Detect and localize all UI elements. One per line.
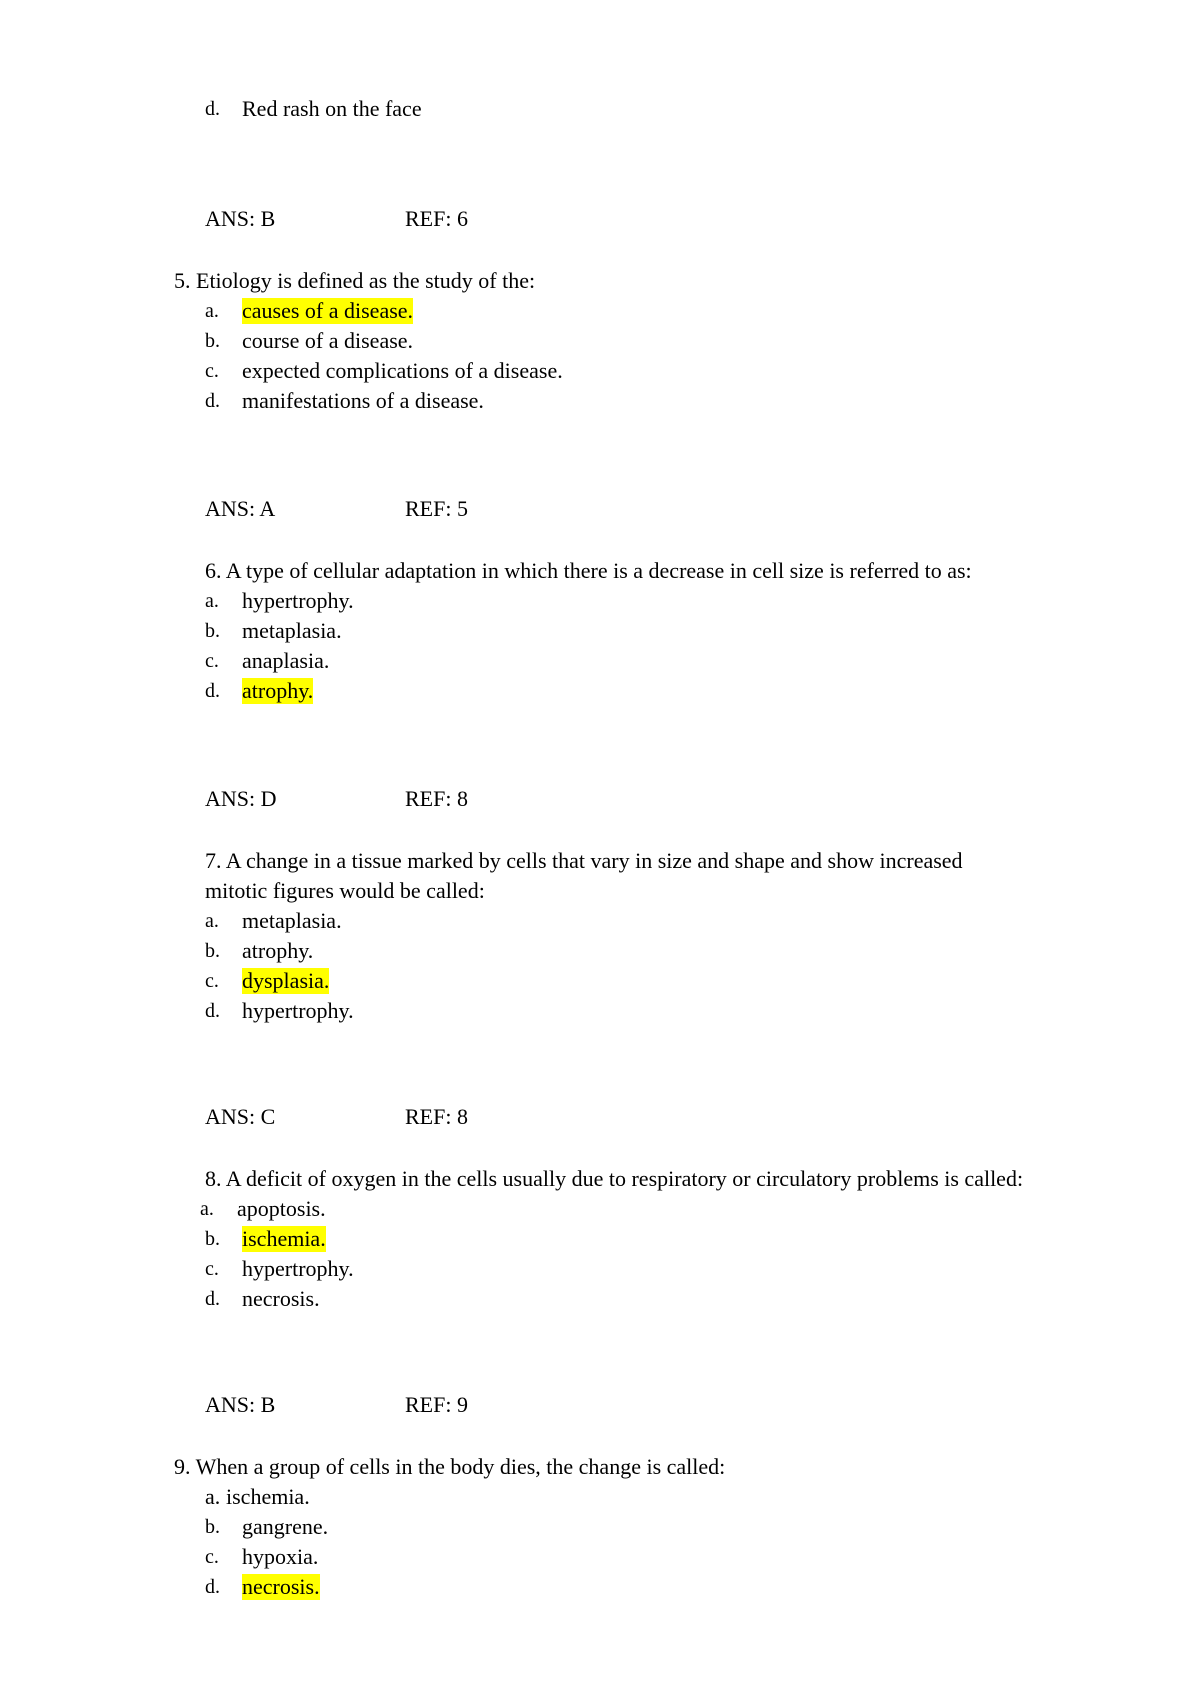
option-letter: d. (205, 98, 220, 120)
option-text: metaplasia. (242, 908, 342, 933)
option-text: anaplasia. (242, 648, 330, 673)
option-letter: b. (205, 940, 220, 962)
option-letter: a. (200, 1198, 214, 1220)
reference-label: REF: 8 (405, 1104, 468, 1129)
option-text: hypertrophy. (242, 588, 354, 613)
option-text: gangrene. (242, 1514, 329, 1539)
option-text: atrophy. (242, 938, 314, 963)
option-letter: c. (205, 650, 219, 672)
option-letter: b. (205, 620, 220, 642)
question-text: 6. A type of cellular adaptation in which there is a decrease in cell size is referred to as: (205, 558, 972, 583)
option-text: hypertrophy. (242, 1256, 354, 1281)
option-letter: d. (205, 680, 220, 702)
option-letter: d. (205, 390, 220, 412)
option-text: expected complications of a disease. (242, 358, 563, 383)
reference-label: REF: 6 (405, 206, 468, 231)
option-text: necrosis. (242, 1286, 320, 1311)
option-letter: b. (205, 1228, 220, 1250)
reference-label: REF: 8 (405, 786, 468, 811)
option-text: apoptosis. (237, 1196, 326, 1221)
option-letter: a. (205, 590, 219, 612)
option-text-highlighted: atrophy. (242, 678, 314, 703)
option-letter: d. (205, 1288, 220, 1310)
option-text: course of a disease. (242, 328, 414, 353)
option-text: ischemia. (226, 1484, 310, 1509)
option-text-highlighted: dysplasia. (242, 968, 330, 993)
question-text: 7. A change in a tissue marked by cells that vary in size and shape and show increased (205, 848, 963, 873)
option-text: Red rash on the face (242, 96, 422, 121)
option-text-highlighted: necrosis. (242, 1574, 320, 1599)
option-letter: d. (205, 1000, 220, 1022)
answer-label: ANS: D (205, 786, 277, 811)
answer-label: ANS: B (205, 206, 276, 231)
option-text: metaplasia. (242, 618, 342, 643)
answer-label: ANS: B (205, 1392, 276, 1417)
question-text: 8. A deficit of oxygen in the cells usually due to respiratory or circulatory problems is called: (205, 1166, 1024, 1191)
answer-label: ANS: A (205, 496, 276, 521)
question-text: 5. Etiology is defined as the study of the: (174, 268, 536, 293)
reference-label: REF: 5 (405, 496, 468, 521)
option-letter: d. (205, 1576, 220, 1598)
option-text: manifestations of a disease. (242, 388, 484, 413)
option-letter: c. (205, 1546, 219, 1568)
option-letter: a. (205, 300, 219, 322)
option-letter: c. (205, 970, 219, 992)
option-letter: b. (205, 1516, 220, 1538)
option-text-highlighted: causes of a disease. (242, 298, 414, 323)
option-letter: c. (205, 360, 219, 382)
answer-label: ANS: C (205, 1104, 276, 1129)
question-text: 9. When a group of cells in the body dies, the change is called: (174, 1454, 726, 1479)
option-text: hypoxia. (242, 1544, 319, 1569)
option-letter: b. (205, 330, 220, 352)
option-letter: a. (205, 910, 219, 932)
option-letter: c. (205, 1258, 219, 1280)
option-text: hypertrophy. (242, 998, 354, 1023)
option-letter: a. (205, 1484, 221, 1509)
question-text-continued: mitotic figures would be called: (205, 878, 485, 903)
option-text-highlighted: ischemia. (242, 1226, 326, 1251)
reference-label: REF: 9 (405, 1392, 468, 1417)
